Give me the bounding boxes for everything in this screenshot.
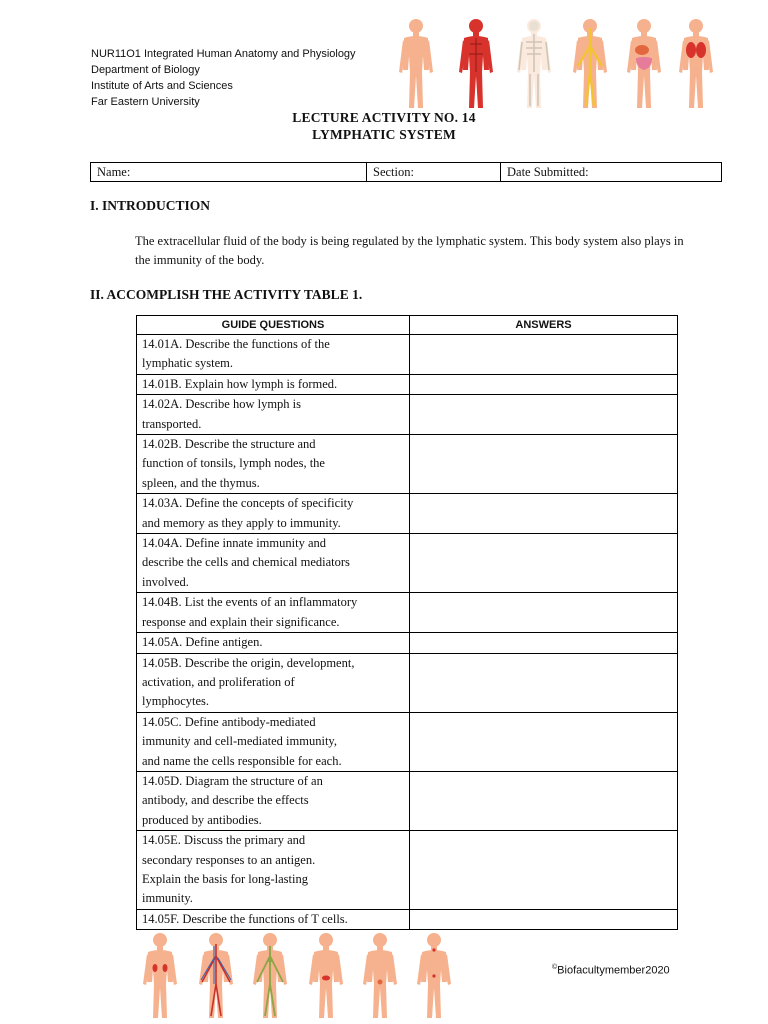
- question-cell: 14.02B. Describe the structure and function of tonsils, lymph nodes, the spleen, and the thymus.: [137, 435, 410, 494]
- table-header-row: [137, 316, 678, 335]
- name-field[interactable]: Name:: [91, 163, 367, 181]
- copyright-text: Biofacultymember2020: [557, 964, 670, 977]
- urinary-figure: [143, 933, 177, 1018]
- female-reproductive-figure: [309, 933, 343, 1018]
- answer-cell[interactable]: [410, 494, 678, 534]
- answer-cell[interactable]: [410, 435, 678, 494]
- table-row: [137, 335, 678, 375]
- course-title: NUR11O1 Integrated Human Anatomy and Physiology: [91, 48, 356, 60]
- respiratory-figure: [679, 19, 713, 108]
- endocrine-figure: [417, 933, 451, 1018]
- introduction-heading: I. INTRODUCTION: [90, 198, 211, 213]
- question-cell: 14.05F. Describe the functions of T cells.: [137, 909, 410, 929]
- activity-subtitle: LYMPHATIC SYSTEM: [312, 127, 456, 142]
- question-cell: 14.02A. Describe how lymph is transported.: [137, 395, 410, 435]
- answer-cell[interactable]: [410, 771, 678, 830]
- table-row: [137, 534, 678, 593]
- answer-cell[interactable]: [410, 909, 678, 929]
- question-cell: 14.01A. Describe the functions of the lymphatic system.: [137, 335, 410, 375]
- document-header: [91, 46, 356, 110]
- guide-questions-header: GUIDE QUESTIONS: [137, 316, 410, 335]
- question-cell: 14.01B. Explain how lymph is formed.: [137, 374, 410, 394]
- university-name: Far Eastern University: [91, 96, 200, 108]
- activity-title: LECTURE ACTIVITY NO. 14: [292, 110, 476, 125]
- circulatory-figure: [199, 933, 233, 1018]
- skeletal-figure: [517, 19, 551, 108]
- skin-figure: [399, 19, 433, 108]
- section-field[interactable]: Section:: [367, 163, 501, 181]
- question-cell: 14.05E. Discuss the primary and secondary responses to an antigen. Explain the basis for long-lasting immunity.: [137, 831, 410, 910]
- bottom-body-figures: [134, 928, 464, 1020]
- table-row: [137, 653, 678, 712]
- nervous-figure: [573, 19, 607, 108]
- lymphatic-figure: [253, 933, 287, 1018]
- institute-name: Institute of Arts and Sciences: [91, 80, 233, 92]
- copyright-symbol: ©: [552, 964, 558, 971]
- table-row: [137, 395, 678, 435]
- question-cell: 14.05D. Diagram the structure of an antibody, and describe the effects produced by antibodies.: [137, 771, 410, 830]
- table-row: [137, 909, 678, 929]
- answer-cell[interactable]: [410, 633, 678, 653]
- muscular-figure: [459, 19, 493, 108]
- question-cell: 14.05A. Define antigen.: [137, 633, 410, 653]
- table-row: [137, 494, 678, 534]
- answer-cell[interactable]: [410, 653, 678, 712]
- table-row: [137, 435, 678, 494]
- digestive-figure: [627, 19, 661, 108]
- male-reproductive-figure: [363, 933, 397, 1018]
- answer-cell[interactable]: [410, 593, 678, 633]
- answer-cell[interactable]: [410, 712, 678, 771]
- answer-cell[interactable]: [410, 395, 678, 435]
- introduction-text: The extracellular fluid of the body is being regulated by the lymphatic system. This body system also plays in the immunity of the body.: [135, 234, 684, 267]
- answer-cell[interactable]: [410, 374, 678, 394]
- table-row: [137, 712, 678, 771]
- question-cell: 14.05B. Describe the origin, development, activation, and proliferation of lymphocytes.: [137, 653, 410, 712]
- top-body-figures: [396, 16, 716, 112]
- table-row: [137, 771, 678, 830]
- table-row: [137, 593, 678, 633]
- answers-header: ANSWERS: [410, 316, 678, 335]
- answer-cell[interactable]: [410, 534, 678, 593]
- student-info-table: [90, 162, 722, 182]
- table-row: [137, 374, 678, 394]
- question-cell: 14.03A. Define the concepts of specificity and memory as they apply to immunity.: [137, 494, 410, 534]
- activity-table: [136, 315, 678, 930]
- question-cell: 14.05C. Define antibody-mediated immunity and cell-mediated immunity, and name the cells responsible for each.: [137, 712, 410, 771]
- activity-table-heading: II. ACCOMPLISH THE ACTIVITY TABLE 1.: [90, 287, 363, 302]
- question-cell: 14.04B. List the events of an inflammatory response and explain their significance.: [137, 593, 410, 633]
- date-submitted-field[interactable]: Date Submitted:: [507, 165, 589, 179]
- copyright-notice: [552, 964, 670, 977]
- table-row: [137, 633, 678, 653]
- question-cell: 14.04A. Define innate immunity and describe the cells and chemical mediators involved.: [137, 534, 410, 593]
- answer-cell[interactable]: [410, 335, 678, 375]
- department-name: Department of Biology: [91, 64, 200, 76]
- table-row: [137, 831, 678, 910]
- answer-cell[interactable]: [410, 831, 678, 910]
